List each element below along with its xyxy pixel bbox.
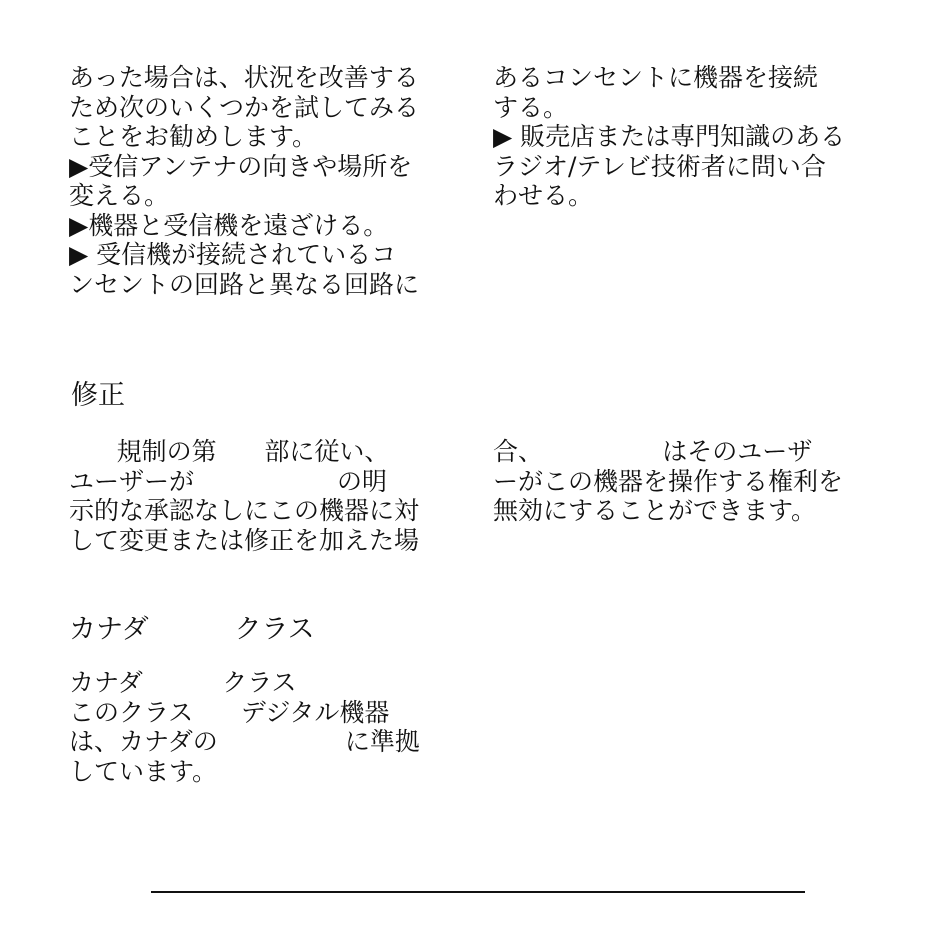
text-line: 無効にすることができます。 [493, 496, 817, 525]
text-line: ▶ 受信機が接続されているコ [69, 240, 397, 269]
text-line: ラジオ/テレビ技術者に問い合 [493, 151, 826, 181]
text-line: 示的な承認なしにこの機器に対 [69, 496, 420, 525]
text-line: しています。 [69, 756, 218, 786]
text-line: する。 [493, 92, 569, 122]
text-line: あった場合は、状況を改善する [69, 63, 419, 92]
text-line: ーがこの機器を操作する権利を [493, 466, 844, 496]
modification-column-2 [493, 437, 843, 526]
interference-column-2 [493, 63, 845, 211]
text-line: ユーザーが の明 [69, 466, 388, 496]
text-line: ことをお勧めします。 [69, 122, 318, 151]
interference-column-1 [69, 63, 419, 299]
text-line: あるコンセントに機器を接続 [493, 63, 819, 92]
text-line: 規制の第 部に従い、 [69, 437, 390, 466]
text-line: 合、 はそのユーザ [493, 437, 813, 466]
text-line: このクラス デジタル機器 [69, 697, 390, 727]
text-line: は、カナダの に準拠 [69, 727, 420, 756]
text-line: ▶受信アンテナの向きや場所を [69, 151, 413, 181]
text-line: 変える。 [69, 181, 170, 210]
canada-body [69, 668, 420, 786]
text-line: カナダ クラス [69, 668, 297, 697]
canada-heading: カナダ クラス [69, 614, 315, 645]
text-line: わせる。 [493, 181, 594, 210]
modification-heading: 修正 [71, 380, 125, 411]
footer-divider [151, 891, 805, 893]
text-line: ため次のいくつかを試してみる [69, 92, 420, 122]
text-line: ▶機器と受信機を遠ざける。 [69, 210, 389, 240]
text-line: ▶ 販売店または専門知識のある [493, 122, 846, 151]
text-line: ンセントの回路と異なる回路に [69, 269, 420, 299]
text-line: して変更または修正を加えた場 [69, 525, 420, 555]
modification-column-1 [69, 437, 419, 555]
